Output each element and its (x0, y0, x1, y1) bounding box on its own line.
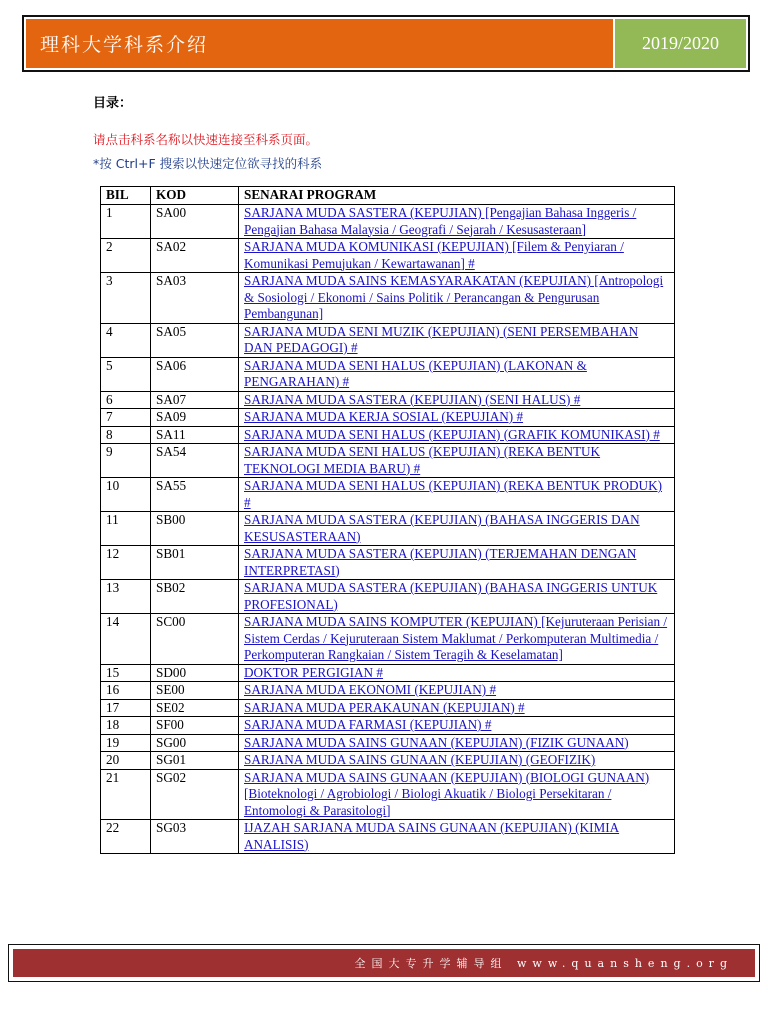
cell-program (239, 580, 675, 614)
click-hint-note: 请点击科系名称以快速连接至科系页面。 (93, 132, 319, 147)
cell-bil: 19 (101, 734, 151, 752)
program-link[interactable]: SARJANA MUDA SAINS GUNAAN (KEPUJIAN) (FIZIK GUNAAN) (244, 734, 629, 750)
cell-bil: 9 (101, 444, 151, 478)
cell-bil: 14 (101, 614, 151, 665)
cell-kod: SG01 (151, 752, 239, 770)
cell-kod: SG02 (151, 769, 239, 820)
cell-kod: SC00 (151, 614, 239, 665)
cell-kod: SA09 (151, 409, 239, 427)
table-row (101, 752, 675, 770)
cell-kod: SA54 (151, 444, 239, 478)
cell-bil: 7 (101, 409, 151, 427)
program-link[interactable]: SARJANA MUDA SASTERA (KEPUJIAN) (BAHASA INGGERIS UNTUK PROFESIONAL) (244, 580, 658, 612)
cell-kod: SA06 (151, 357, 239, 391)
cell-program (239, 478, 675, 512)
footer-text: 全国大专升学辅导组 www.quansheng.org (13, 949, 755, 977)
program-link[interactable]: SARJANA MUDA SAINS KOMPUTER (KEPUJIAN) [Kejuruteraan Perisian / Sistem Cerdas / Kejuruteraan Sistem Maklumat / Perkomputeran Multimedia / Perkomputeran Rangkaian / Sistem Teragih & Keselamatan] (244, 614, 668, 662)
cell-kod: SA11 (151, 426, 239, 444)
cell-program (239, 614, 675, 665)
cell-program (239, 205, 675, 239)
table-row (101, 546, 675, 580)
program-link[interactable]: SARJANA MUDA SASTERA (KEPUJIAN) [Pengajian Bahasa Inggeris / Pengajian Bahasa Malaysia / Geografi / Sejarah / Kesusasteraan] (244, 205, 637, 237)
cell-program (239, 273, 675, 324)
program-link[interactable]: SARJANA MUDA PERAKAUNAN (KEPUJIAN) # (244, 699, 525, 715)
table-row (101, 409, 675, 427)
cell-bil: 2 (101, 239, 151, 273)
cell-kod: SA03 (151, 273, 239, 324)
cell-bil: 11 (101, 512, 151, 546)
program-link[interactable]: SARJANA MUDA EKONOMI (KEPUJIAN) # (244, 682, 497, 697)
program-link[interactable]: SARJANA MUDA FARMASI (KEPUJIAN) # (244, 717, 492, 732)
cell-kod: SD00 (151, 664, 239, 682)
cell-program (239, 820, 675, 854)
table-row (101, 820, 675, 854)
cell-kod: SA07 (151, 391, 239, 409)
table-row (101, 391, 675, 409)
program-link[interactable]: SARJANA MUDA SASTERA (KEPUJIAN) (BAHASA INGGERIS DAN KESUSASTERAAN) (244, 512, 640, 544)
cell-kod: SE00 (151, 682, 239, 700)
cell-program (239, 717, 675, 735)
cell-kod: SA02 (151, 239, 239, 273)
cell-bil: 20 (101, 752, 151, 770)
cell-bil: 6 (101, 391, 151, 409)
cell-program (239, 734, 675, 752)
page-header (22, 15, 750, 72)
cell-kod: SF00 (151, 717, 239, 735)
academic-year: 2019/2020 (615, 19, 746, 68)
program-link[interactable]: SARJANA MUDA SASTERA (KEPUJIAN) (SENI HALUS) # (244, 391, 581, 407)
table-row (101, 699, 675, 717)
table-row (101, 273, 675, 324)
cell-kod: SG03 (151, 820, 239, 854)
program-link[interactable]: SARJANA MUDA SENI HALUS (KEPUJIAN) (REKA BENTUK TEKNOLOGI MEDIA BARU) # (244, 444, 601, 476)
table-row (101, 614, 675, 665)
program-link[interactable]: SARJANA MUDA KOMUNIKASI (KEPUJIAN) [Filem & Penyiaran / Komunikasi Pemujukan / Kewartawanan] # (244, 239, 624, 271)
cell-kod: SA55 (151, 478, 239, 512)
program-link[interactable]: SARJANA MUDA SAINS KEMASYARAKATAN (KEPUJIAN) [Antropologi & Sosiologi / Ekonomi / Sains Politik / Perancangan & Pengurusan Pembangunan] (244, 273, 664, 321)
program-link[interactable]: SARJANA MUDA SAINS GUNAAN (KEPUJIAN) (GEOFIZIK) (244, 752, 596, 767)
cell-bil: 15 (101, 664, 151, 682)
cell-bil: 10 (101, 478, 151, 512)
header-bil: BIL (101, 187, 151, 205)
table-row (101, 682, 675, 700)
program-link[interactable]: SARJANA MUDA SAINS GUNAAN (KEPUJIAN) (BIOLOGI GUNAAN) [Bioteknologi / Agrobiologi / Biologi Akuatik / Biologi Persekitaran / Entomologi & Parasitologi] (244, 769, 650, 818)
cell-program (239, 664, 675, 682)
cell-kod: SA00 (151, 205, 239, 239)
program-link[interactable]: SARJANA MUDA KERJA SOSIAL (KEPUJIAN) # (244, 409, 524, 424)
program-link[interactable]: SARJANA MUDA SENI HALUS (KEPUJIAN) (LAKONAN & PENGARAHAN) # (244, 357, 587, 389)
cell-kod: SE02 (151, 699, 239, 717)
table-row (101, 664, 675, 682)
table-row (101, 239, 675, 273)
cell-bil: 22 (101, 820, 151, 854)
cell-program (239, 752, 675, 770)
cell-kod: SB01 (151, 546, 239, 580)
table-row (101, 205, 675, 239)
cell-kod: SB00 (151, 512, 239, 546)
cell-bil: 18 (101, 717, 151, 735)
cell-bil: 3 (101, 273, 151, 324)
cell-program (239, 323, 675, 357)
cell-program (239, 769, 675, 820)
cell-bil: 1 (101, 205, 151, 239)
cell-program (239, 426, 675, 444)
toc-heading: 目录： (93, 96, 133, 111)
page-title: 理科大学科系介绍 (26, 19, 615, 68)
cell-program (239, 512, 675, 546)
cell-kod: SB02 (151, 580, 239, 614)
cell-program (239, 682, 675, 700)
cell-program (239, 409, 675, 427)
program-table (100, 186, 675, 854)
cell-program (239, 444, 675, 478)
header-kod: KOD (151, 187, 239, 205)
cell-bil: 21 (101, 769, 151, 820)
table-row (101, 734, 675, 752)
cell-bil: 4 (101, 323, 151, 357)
table-row (101, 512, 675, 546)
table-row (101, 580, 675, 614)
table-row (101, 357, 675, 391)
cell-kod: SG00 (151, 734, 239, 752)
cell-program (239, 699, 675, 717)
table-row (101, 444, 675, 478)
cell-kod: SA05 (151, 323, 239, 357)
search-hint-note: *按 Ctrl+F 搜索以快速定位欲寻找的科系 (93, 156, 323, 171)
table-row (101, 478, 675, 512)
cell-program (239, 546, 675, 580)
cell-bil: 5 (101, 357, 151, 391)
cell-bil: 8 (101, 426, 151, 444)
table-row (101, 426, 675, 444)
cell-bil: 17 (101, 699, 151, 717)
cell-program (239, 391, 675, 409)
program-link[interactable]: IJAZAH SARJANA MUDA SAINS GUNAAN (KEPUJIAN) (KIMIA ANALISIS) (244, 820, 620, 852)
program-link[interactable]: SARJANA MUDA SENI HALUS (KEPUJIAN) (GRAFIK KOMUNIKASI) # (244, 426, 660, 442)
table-row (101, 323, 675, 357)
header-program: SENARAI PROGRAM (239, 187, 675, 205)
program-link[interactable]: SARJANA MUDA SASTERA (KEPUJIAN) (TERJEMAHAN DENGAN INTERPRETASI) (244, 546, 637, 578)
page-footer (8, 944, 760, 982)
cell-program (239, 239, 675, 273)
cell-bil: 12 (101, 546, 151, 580)
table-row (101, 769, 675, 820)
cell-bil: 13 (101, 580, 151, 614)
table-header-row (101, 187, 675, 205)
cell-bil: 16 (101, 682, 151, 700)
program-link[interactable]: SARJANA MUDA SENI MUZIK (KEPUJIAN) (SENI PERSEMBAHAN DAN PEDAGOGI) # (244, 323, 639, 355)
cell-program (239, 357, 675, 391)
program-link[interactable]: DOKTOR PERGIGIAN # (244, 664, 383, 680)
table-row (101, 717, 675, 735)
program-link[interactable]: SARJANA MUDA SENI HALUS (KEPUJIAN) (REKA BENTUK PRODUK) # (244, 478, 662, 510)
